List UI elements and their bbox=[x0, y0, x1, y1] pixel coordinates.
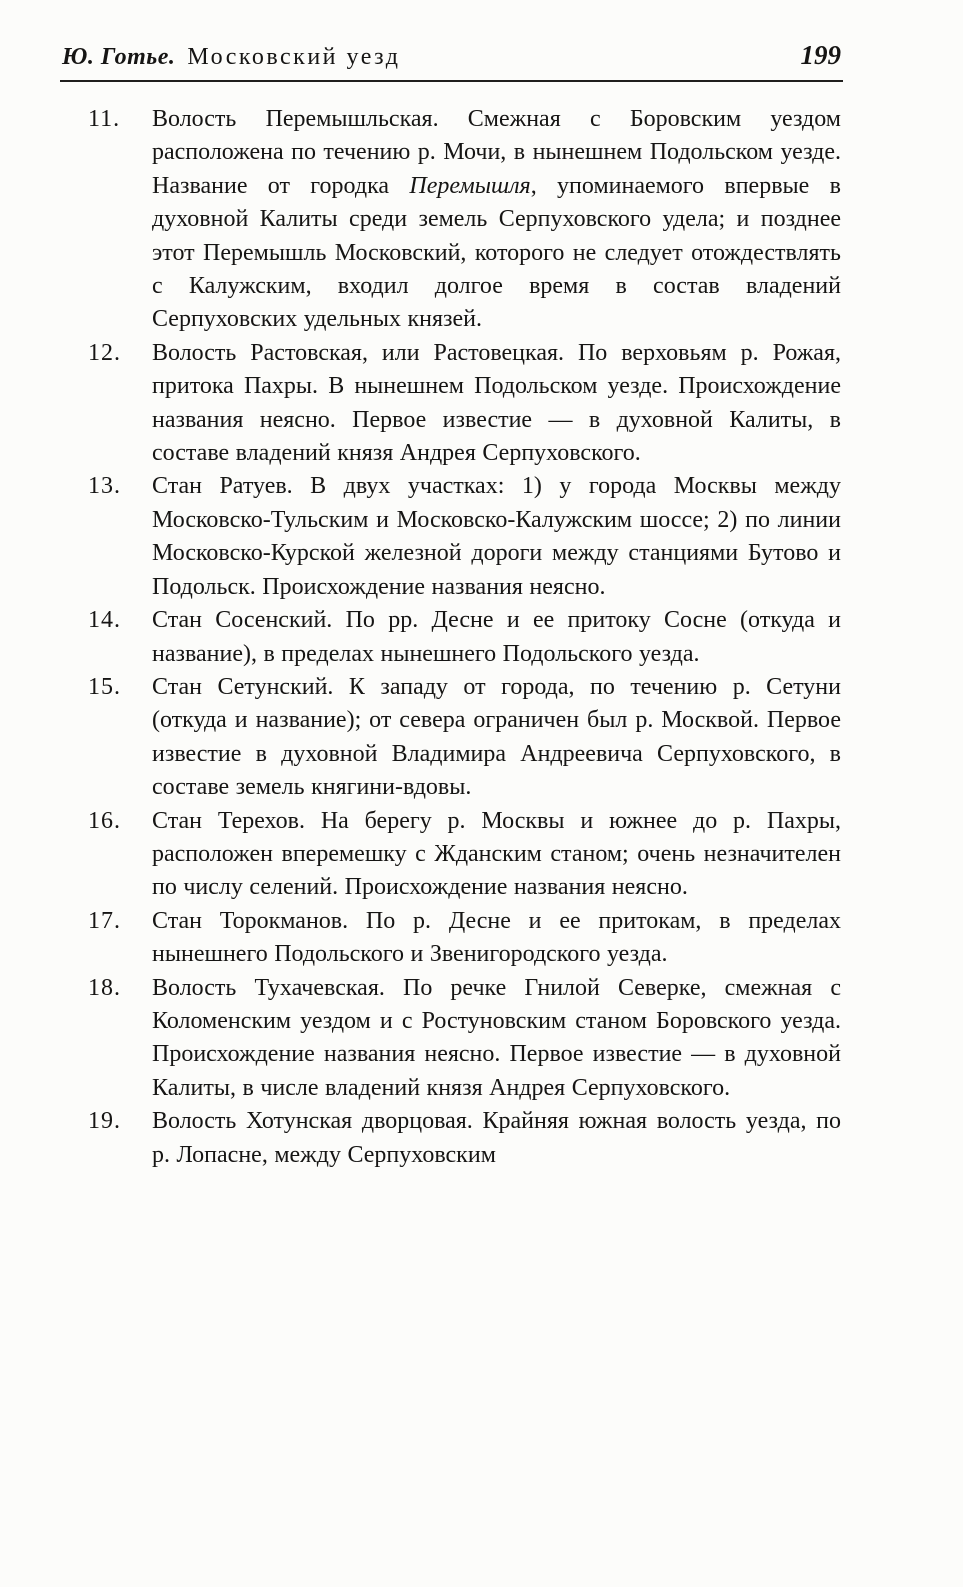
list-item bbox=[88, 337, 841, 471]
item-text: Стан Сосенский. По рр. Десне и ее притоку Сосне (откуда и название), в пределах нынешнего Подольского уезда. bbox=[152, 607, 841, 667]
list-item bbox=[88, 604, 841, 671]
item-text-segment: Волость Перемышльская. Смежная с Боровским уездом расположена по течению р. Мочи, в нынешнем Подольском уезде. Название от городка bbox=[152, 106, 841, 199]
header-rule bbox=[60, 80, 843, 82]
list-item bbox=[88, 972, 841, 1106]
item-text: Стан Ратуев. В двух участках: 1) у города Москвы между Московско-Тульским и Московско-Калужским шоссе; 2) по линии Московско-Курской железной дороги между станциями Бутово и Подольск. Происхождение названия неясно. bbox=[152, 473, 841, 600]
page-header bbox=[62, 40, 841, 71]
item-number: 16. bbox=[88, 807, 121, 834]
item-text bbox=[152, 103, 841, 337]
item-text: Волость Хотунская дворцовая. Крайняя южная волость уезда, по р. Лопасне, между Серпуховским bbox=[152, 1108, 841, 1168]
item-number: 12. bbox=[88, 339, 121, 366]
item-text: Волость Растовская, или Растовецкая. По верховьям р. Рожая, притока Пахры. В нынешнем Подольском уезде. Происхождение названия неясно. Первое известие — в духовной Калиты, в составе владений князя Андрея Серпуховского. bbox=[152, 339, 841, 467]
list-item bbox=[88, 805, 841, 905]
item-number: 17. bbox=[88, 907, 121, 934]
item-text: Стан Торокманов. По р. Десне и ее притокам, в пределах нынешнего Подольского и Звенигородского уезда. bbox=[152, 907, 841, 968]
page-number: 199 bbox=[800, 40, 841, 70]
item-number: 14. bbox=[88, 607, 121, 634]
item-number: 15. bbox=[88, 673, 121, 700]
list-item bbox=[88, 470, 841, 604]
italic-term: Перемышля bbox=[409, 172, 531, 199]
item-text: Стан Сетунский. К западу от города, по течению р. Сетуни (откуда и название); от севера ограничен был р. Москвой. Первое известие в духовной Владимира Андреевича Серпуховского, в составе земель княгини-вдовы. bbox=[152, 673, 841, 801]
item-text-segment: , упоминаемого впервые в духовной Калиты среди земель Серпуховского удела; и позднее этот Перемышль Московский, которого не следует отождествлять с Калужским, входил долгое время в состав владений Серпуховских удельных князей. bbox=[152, 172, 841, 333]
item-text: Стан Терехов. На берегу р. Москвы и южнее до р. Пахры, расположен вперемешку с Жданским станом; очень незначителен по числу селений. Происхождение названия неясно. bbox=[152, 807, 841, 901]
item-number: 11. bbox=[88, 106, 121, 132]
item-number: 19. bbox=[88, 1108, 121, 1135]
list-item bbox=[88, 103, 841, 337]
list-item bbox=[88, 1105, 841, 1172]
body-text bbox=[88, 103, 841, 1172]
item-text: Волость Тухачевская. По речке Гнилой Северке, смежная с Коломенским уездом и с Ростуновским станом Боровского уезда. Происхождение названия неясно. Первое известие — в духовной Калиты, в числе владений князя Андрея Серпуховского. bbox=[152, 974, 841, 1101]
list-item bbox=[88, 905, 841, 972]
chapter-title: Московский уезд bbox=[187, 44, 401, 70]
item-number: 18. bbox=[88, 974, 121, 1001]
running-title bbox=[62, 44, 400, 71]
list-item bbox=[88, 671, 841, 805]
author-name: Ю. Готье. bbox=[62, 44, 176, 70]
item-number: 13. bbox=[88, 473, 121, 500]
